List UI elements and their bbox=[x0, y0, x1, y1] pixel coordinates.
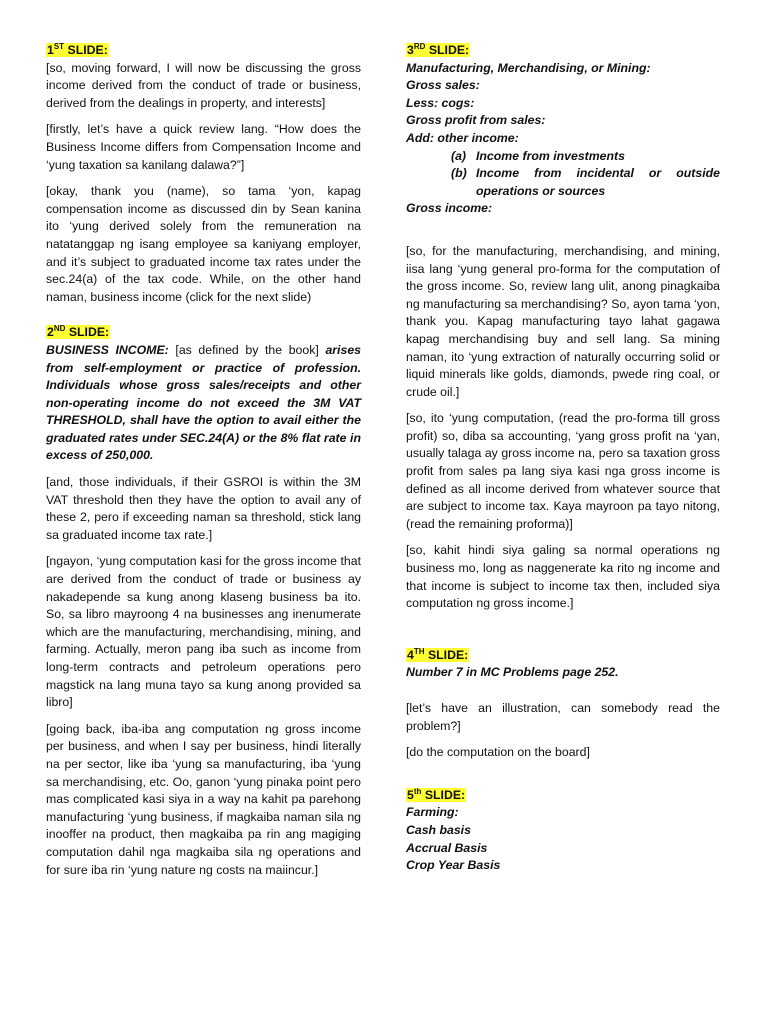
definition-text: arises from self-employment or practice of profession. Individuals whose gross sales/receipts and other non-operating income do not exceed the 3M VAT THRESHOLD, shall have the option to avail either the graduated rates under SEC.24(A) or the 8% flat rate in excess of 250,000. bbox=[46, 342, 361, 463]
slide-3-paragraph: [so, ito ‘yung computation, (read the pro-forma till gross profit) so, diba sa accounting, ‘yang gross profit na ‘yan, usually talaga ay gross income na, pero sa taxation gross profit from sales pa lang siya kasi nga gross income is defined as all income derived from whatever source that are subject to income tax. Kaya mayroon pa tayo nitong, (read the remaining proforma)] bbox=[406, 411, 720, 531]
slide-2-paragraph: [going back, iba-iba ang computation ng gross income per business, and when I say per business, hindi literally na per sector, like iba ‘yung sa manufacturing, iba ‘yung sa merchandising, etc. Oo, ganon ‘yung pinaka point pero mas complicated kasi siya in a way na kahit pa parehong manufacturing ‘yung business, if magkaiba naman sila ng inooffer na product, then magkaiba pa rin ang magiging computation dahil nga magkaiba sila ng operations and for sure iba rin ‘yung nature ng costs na maiincur.] bbox=[46, 721, 361, 877]
slide-1-paragraph: [okay, thank you (name), so tama ‘yon, kapag compensation income as discussed din by Sean kanina ito ‘yung derived solely from the remuneration na natatanggap ng isang employee sa kaniyang employer, and it’s subject to graduated income tax rates under the sec.24(a) of the tax code. While, on the other hand naman, business income (click for the next slide) bbox=[46, 184, 361, 304]
farming-line: Cash basis bbox=[406, 822, 471, 837]
proforma-line: Less: cogs: bbox=[406, 95, 475, 110]
farming-line: Crop Year Basis bbox=[406, 858, 501, 873]
slide-1-section bbox=[46, 42, 361, 306]
slide-4-highlight: 4TH SLIDE: bbox=[407, 646, 469, 662]
slide-3-paragraph: [so, kahit hindi siya galing sa normal operations ng business mo, long as naggenerate ka rito ng income and that income is subject to income tax then, included siya computation ng gross income.] bbox=[406, 543, 720, 611]
proforma-total: Gross income: bbox=[406, 201, 493, 216]
slide-2-paragraph: [ngayon, ‘yung computation kasi for the gross income that are derived from the conduct of trade or business ay nakadepende sa kung anong klaseng business ba ito. So, sa libro mayroong 4 na businesses ang inenumerate which are the manufacturing, merchandising, mining, and farming. Actually, meron pang iba such as income from long-term contracts and petroleum operations pero magstick na lang muna tayo sa kung anong provided sa libro] bbox=[46, 554, 361, 710]
slide-4-subtitle: Number 7 in MC Problems page 252. bbox=[406, 665, 619, 680]
slide-2-heading bbox=[46, 324, 361, 342]
business-income-definition bbox=[46, 342, 361, 465]
slide-4-paragraph: [do the computation on the board] bbox=[406, 745, 590, 760]
slide-3-highlight: 3RD SLIDE: bbox=[407, 41, 470, 57]
business-income-term: BUSINESS INCOME: bbox=[46, 342, 169, 357]
proforma-line: Gross profit from sales: bbox=[406, 113, 546, 128]
slide-5-highlight: 5th SLIDE: bbox=[407, 786, 466, 802]
slide-1-paragraph: [firstly, let’s have a quick review lang. “How does the Business Income differs from Compensation Income and ‘yung taxation sa kanilang dalawa?”] bbox=[46, 122, 361, 172]
proforma-line: Gross sales: bbox=[406, 78, 480, 93]
slide-1-highlight: 1ST SLIDE: bbox=[47, 41, 108, 57]
slide-5-section bbox=[406, 787, 720, 875]
slide-4-heading bbox=[406, 647, 720, 665]
slide-5-heading bbox=[406, 787, 720, 805]
left-column bbox=[46, 42, 361, 879]
proforma-line: Manufacturing, Merchandising, or Mining: bbox=[406, 60, 651, 75]
farming-line: Farming: bbox=[406, 805, 459, 820]
slide-1-paragraph: [so, moving forward, I will now be discussing the gross income derived from the conduct of trade or business, derived from the dealings in property, and interests] bbox=[46, 60, 361, 110]
slide-1-heading bbox=[46, 42, 361, 60]
other-income-item: (a) Income from investments bbox=[451, 148, 625, 163]
slide-3-paragraph: [so, for the manufacturing, merchandising, and mining, iisa lang ‘yung general pro-forma for the computation of the gross income. So, review lang ulit, anong pinagkaiba ng manufacturing sa merchandising? So, ayon tama ‘yon, thank you. Kapag manufacturing tayo lahat gagawa kapag merchandising buy and sell lang. Sa mining naman, ito ‘yung extraction of naturally occurring solid or liquid minerals like golds, diamonds, pwede ring coal, or crude oil.] bbox=[406, 243, 720, 399]
proforma-line: Add: other income: bbox=[406, 130, 519, 145]
slide-2-highlight: 2ND SLIDE: bbox=[47, 324, 110, 340]
definition-note: [as defined by the book] bbox=[168, 342, 326, 357]
slide-3-section bbox=[406, 42, 720, 613]
slide-2-section bbox=[46, 324, 361, 879]
slide-4-paragraph: [let’s have an illustration, can somebody read the problem?] bbox=[406, 701, 720, 733]
right-column bbox=[406, 42, 720, 875]
slide-3-heading bbox=[406, 42, 720, 60]
slide-4-section bbox=[406, 647, 720, 762]
slide-2-paragraph: [and, those individuals, if their GSROI is within the 3M VAT threshold then they have the option to avail any of these 2, pero if exceeding naman sa threshold, stick lang sa graduated income tax rate.] bbox=[46, 475, 361, 542]
farming-line: Accrual Basis bbox=[406, 840, 488, 855]
other-income-item: (b) Income from incidental or outside operations or sources bbox=[451, 166, 720, 198]
